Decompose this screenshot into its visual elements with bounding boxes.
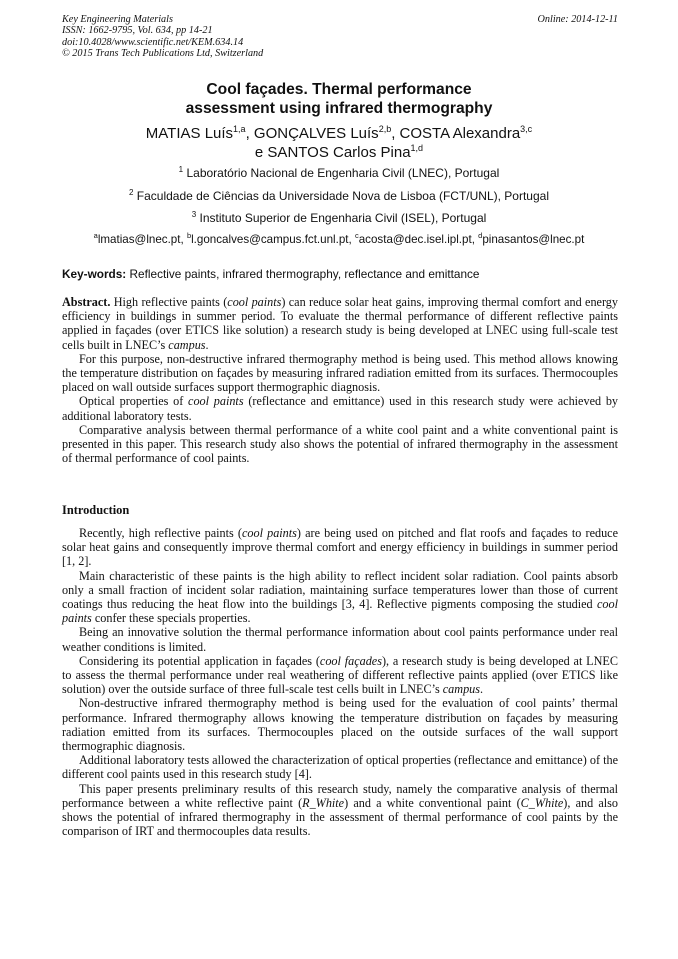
body-paragraph: Additional laboratory tests allowed the characterization of optical properties (reflectance and emittance) of the different cool paints used in this research study [4].: [62, 753, 618, 782]
affiliation-number: 1: [178, 165, 184, 174]
body-paragraph: Being an innovative solution the thermal performance information about cool paints performance under real weather conditions is limited.: [62, 625, 618, 654]
text-run: High reflective paints (: [110, 295, 228, 309]
text-run: .: [205, 337, 209, 352]
text-run: (reflectance and emittance) used in this research study were achieved by additional laboratory tests.: [62, 394, 619, 423]
body-paragraph: [62, 782, 618, 839]
text-run: ), and also shows the potential of infrared thermography in the assessment of thermal performance of cool paints by the comparison of IRT and thermocouples data results.: [62, 795, 618, 839]
text-run: ), a research study is being developed at LNEC to assess the thermal performance under real weathering of different reflective paints applied (over ETICS like solution) over the outside surface of three full-scale test cells built in LNEC’s: [62, 653, 618, 697]
text-run: ) are being used on pitched and flat roofs and façades to reduce solar heat gains and consequently improve thermal comfort and energy efficiency in buildings in summer period [1, 2].: [62, 526, 618, 569]
body-paragraph: Non-destructive infrared thermography method is being used for the evaluation of cool paints’ thermal performance. Infrared thermography allows knowing the temperature distribution on façades by measuring radiation emitted from its surfaces. Thermocouples placed on the outside surfaces of the wall support thermographic diagnosis.: [62, 696, 618, 754]
emphasis: cool paints: [241, 526, 297, 540]
author-affiliation-mark: 2,b: [378, 124, 392, 134]
keywords: [62, 267, 618, 281]
author-name: COSTA Alexandra: [399, 125, 521, 142]
emphasis: C_White: [520, 795, 564, 810]
affiliation-number: 3: [191, 210, 197, 219]
affiliation-text: Faculdade de Ciências da Universidade Nova de Lisboa (FCT/UNL), Portugal: [136, 189, 549, 203]
author-separator: ,: [391, 125, 400, 142]
text-run: Considering its potential application in façades (: [79, 653, 320, 668]
body-paragraph: [62, 654, 618, 697]
abstract: [62, 295, 618, 465]
body-paragraph: [62, 526, 618, 569]
issn-line: ISSN: 1662-9795, Vol. 634, pp 14-21: [62, 25, 213, 37]
abstract-paragraph: [62, 295, 618, 352]
email-mark: a: [93, 231, 98, 240]
title-line-2: assessment using infrared thermography: [185, 100, 493, 117]
text-run: Optical properties of: [79, 394, 189, 409]
author-name: e SANTOS Carlos Pina: [254, 144, 411, 161]
text-run: ) and a white conventional paint (: [344, 795, 521, 810]
email-address: pinasantos@lnec.pt: [482, 233, 585, 246]
paper-title: [62, 80, 616, 118]
title-line-1: Cool façades. Thermal performance: [206, 81, 472, 98]
affiliation: [62, 211, 616, 225]
author-affiliation-mark: 1,a: [233, 124, 246, 134]
copyright-line: © 2015 Trans Tech Publications Ltd, Switzerland: [62, 47, 264, 59]
email-mark: c: [354, 231, 359, 240]
affiliation: [62, 189, 616, 203]
text-run: confer these specials properties.: [91, 611, 251, 626]
section-heading-introduction: Introduction: [62, 503, 130, 517]
online-date: Online: 2014-12-11: [537, 14, 618, 25]
journal-name: Key Engineering Materials: [62, 14, 173, 25]
author-affiliation-mark: 3,c: [520, 124, 533, 134]
email-address: lmatias@lnec.pt: [97, 233, 181, 246]
emphasis: R_White: [302, 795, 345, 810]
keywords-text: Reflective paints, infrared thermography, reflectance and emittance: [126, 267, 480, 281]
affiliation-number: 2: [128, 188, 134, 197]
abstract-paragraph: Comparative analysis between thermal performance of a white cool paint and a white conventional paint is presented in this paper. This research study also shows the potential of infrared thermography in the assessment of thermal performance of cool paints.: [62, 422, 618, 466]
email-list: [62, 233, 616, 247]
author-affiliation-mark: 1,d: [410, 143, 424, 153]
emphasis: cool paints: [227, 295, 282, 309]
text-run: This paper presents preliminary results of this research study, namely the comparative analysis of thermal performance between a white reflective paint (: [62, 781, 618, 810]
text-run: Recently, high reflective paints (: [79, 526, 242, 540]
text-run: ) can reduce solar heat gains, improving thermal comfort and energy efficiency in buildings in summer period. To evaluate the thermal performance of different reflective paints applied in façades (over ETICS like solution) a research study is being developed at LNEC using full-scale test cells built in LNEC’s: [62, 295, 618, 352]
abstract-paragraph: For this purpose, non-destructive infrared thermography method is being used. This method allows knowing the temperature distribution on façades by measuring infrared radiation emitted from its surfaces. Thermocouples placed on wall outside surfaces support thermographic diagnosis.: [62, 351, 618, 395]
keywords-label: Key-words:: [62, 267, 127, 281]
author-separator: ,: [245, 125, 254, 142]
journal-header: [62, 14, 618, 59]
email-mark: d: [478, 231, 483, 240]
introduction-body: [62, 526, 618, 838]
author-name: MATIAS Luís: [145, 125, 234, 142]
emphasis: campus: [168, 337, 206, 352]
abstract-label: Abstract.: [62, 295, 111, 309]
authors-line-1: [62, 124, 616, 143]
email-address: acosta@dec.isel.ipl.pt: [358, 233, 472, 246]
emphasis: cool paints: [62, 597, 618, 626]
abstract-paragraph: [62, 394, 618, 422]
emphasis: cool paints: [188, 394, 244, 409]
email-mark: b: [186, 231, 192, 240]
email-separator: ,: [348, 233, 355, 246]
email-address: l.goncalves@campus.fct.unl.pt: [191, 233, 349, 246]
emphasis: cool façades: [319, 653, 382, 668]
text-run: .: [480, 682, 484, 697]
author-name: GONÇALVES Luís: [253, 125, 379, 142]
affiliation: [62, 166, 616, 180]
affiliation-text: Laboratório Nacional de Engenharia Civil (LNEC), Portugal: [186, 166, 500, 180]
text-run: Main characteristic of these paints is the high ability to reflect incident solar radiation. Cool paints absorb only a small fraction of incident solar radiation, maintaining surface temperatures lower than those of current coatings thus reducing the heat flow into the buildings [3, 4]. Reflective pigments composing the studied: [62, 568, 618, 612]
authors-line-2: [62, 143, 616, 162]
affiliation-text: Instituto Superior de Engenharia Civil (ISEL), Portugal: [199, 211, 487, 225]
email-separator: ,: [471, 233, 479, 246]
doi-line: doi:10.4028/www.scientific.net/KEM.634.14: [62, 36, 244, 48]
body-paragraph: [62, 569, 618, 626]
author-list: [62, 124, 616, 162]
email-separator: ,: [180, 233, 187, 246]
emphasis: campus: [442, 682, 481, 697]
